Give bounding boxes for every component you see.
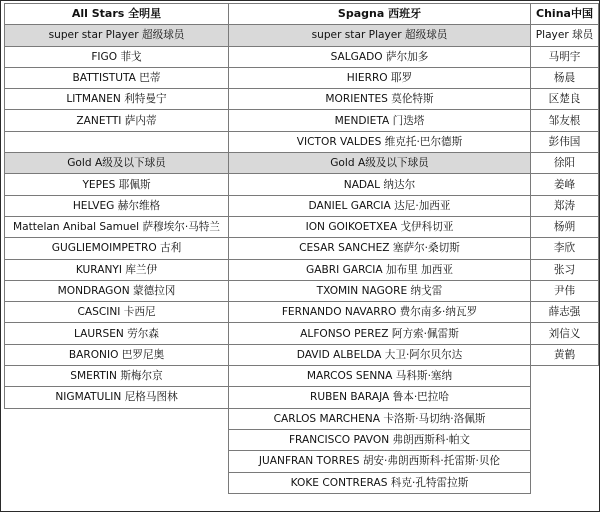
cell-spagna: CARLOS MARCHENA 卡洛斯·马切纳·洛佩斯 xyxy=(229,408,531,429)
cell-all-stars: super star Player 超级球员 xyxy=(5,25,229,46)
table-row xyxy=(5,67,599,88)
cell-spagna: FRANCISCO PAVON 弗朗西斯科·帕文 xyxy=(229,429,531,450)
header-row xyxy=(5,4,599,25)
table-row xyxy=(5,46,599,67)
cell-spagna: NADAL 纳达尔 xyxy=(229,174,531,195)
table-row xyxy=(5,131,599,152)
cell-spagna: KOKE CONTRERAS 科克·孔特雷拉斯 xyxy=(229,472,531,493)
cell-all-stars: Gold A级及以下球员 xyxy=(5,153,229,174)
cell-china: 区楚良 xyxy=(531,89,599,110)
cell-all-stars xyxy=(5,408,229,429)
cell-spagna: HIERRO 耶罗 xyxy=(229,67,531,88)
cell-china: 刘信义 xyxy=(531,323,599,344)
cell-all-stars: NIGMATULIN 尼格马图林 xyxy=(5,387,229,408)
cell-china xyxy=(531,366,599,387)
cell-china xyxy=(531,472,599,493)
cell-china: Player 球员 xyxy=(531,25,599,46)
cell-china: 张习 xyxy=(531,259,599,280)
cell-all-stars: LAURSEN 劳尔森 xyxy=(5,323,229,344)
cell-spagna: DANIEL GARCIA 达尼·加西亚 xyxy=(229,195,531,216)
cell-china: 黄鹤 xyxy=(531,344,599,365)
cell-all-stars: BATTISTUTA 巴蒂 xyxy=(5,67,229,88)
cell-china: 姜峰 xyxy=(531,174,599,195)
table-row xyxy=(5,174,599,195)
cell-china xyxy=(531,451,599,472)
header-all-stars: All Stars 全明星 xyxy=(5,4,229,25)
table-row xyxy=(5,280,599,301)
cell-all-stars: LITMANEN 利特曼宁 xyxy=(5,89,229,110)
table-row xyxy=(5,323,599,344)
table-row xyxy=(5,429,599,450)
cell-spagna: SALGADO 萨尔加多 xyxy=(229,46,531,67)
cell-china: 彭伟国 xyxy=(531,131,599,152)
cell-china: 马明宇 xyxy=(531,46,599,67)
cell-spagna: GABRI GARCIA 加布里 加西亚 xyxy=(229,259,531,280)
cell-all-stars: FIGO 菲戈 xyxy=(5,46,229,67)
section-row xyxy=(5,153,599,174)
cell-spagna: VICTOR VALDES 维克托·巴尔德斯 xyxy=(229,131,531,152)
cell-spagna: Gold A级及以下球员 xyxy=(229,153,531,174)
cell-china: 尹伟 xyxy=(531,280,599,301)
cell-all-stars xyxy=(5,451,229,472)
cell-spagna: FERNANDO NAVARRO 费尔南多·纳瓦罗 xyxy=(229,302,531,323)
cell-all-stars: SMERTIN 斯梅尔京 xyxy=(5,366,229,387)
cell-china xyxy=(531,408,599,429)
table-row xyxy=(5,110,599,131)
cell-spagna: RUBEN BARAJA 鲁本·巴拉哈 xyxy=(229,387,531,408)
cell-all-stars: Mattelan Anibal Samuel 萨穆埃尔·马特兰 xyxy=(5,216,229,237)
cell-spagna: super star Player 超级球员 xyxy=(229,25,531,46)
table-row xyxy=(5,472,599,493)
cell-china: 李欣 xyxy=(531,238,599,259)
table-row xyxy=(5,451,599,472)
table-row xyxy=(5,344,599,365)
cell-spagna: CESAR SANCHEZ 塞萨尔·桑切斯 xyxy=(229,238,531,259)
cell-spagna: ALFONSO PEREZ 阿方索·佩雷斯 xyxy=(229,323,531,344)
section-row xyxy=(5,25,599,46)
cell-all-stars: MONDRAGON 蒙德拉冈 xyxy=(5,280,229,301)
header-china: China中国 xyxy=(531,4,599,25)
table-row xyxy=(5,408,599,429)
header-spagna: Spagna 西班牙 xyxy=(229,4,531,25)
cell-all-stars: GUGLIEMOIMPETRO 古利 xyxy=(5,238,229,259)
cell-spagna: JUANFRAN TORRES 胡安·弗朗西斯科·托雷斯·贝伦 xyxy=(229,451,531,472)
player-roster-table xyxy=(4,3,599,494)
table-row xyxy=(5,238,599,259)
cell-china: 杨晨 xyxy=(531,67,599,88)
cell-china xyxy=(531,429,599,450)
cell-spagna: MENDIETA 门迭塔 xyxy=(229,110,531,131)
table-row xyxy=(5,195,599,216)
cell-all-stars: ZANETTI 萨内蒂 xyxy=(5,110,229,131)
cell-spagna: MARCOS SENNA 马科斯·塞纳 xyxy=(229,366,531,387)
cell-china: 邹友根 xyxy=(531,110,599,131)
cell-china: 郑涛 xyxy=(531,195,599,216)
table-row xyxy=(5,302,599,323)
table-row xyxy=(5,89,599,110)
cell-china xyxy=(531,387,599,408)
cell-all-stars xyxy=(5,472,229,493)
cell-all-stars xyxy=(5,429,229,450)
cell-all-stars: BARONIO 巴罗尼奥 xyxy=(5,344,229,365)
cell-china: 薛志强 xyxy=(531,302,599,323)
cell-all-stars: YEPES 耶佩斯 xyxy=(5,174,229,195)
cell-spagna: TXOMIN NAGORE 纳戈雷 xyxy=(229,280,531,301)
cell-china: 徐阳 xyxy=(531,153,599,174)
roster-body xyxy=(5,25,599,494)
table-row xyxy=(5,216,599,237)
cell-spagna: MORIENTES 莫伦特斯 xyxy=(229,89,531,110)
cell-all-stars: KURANYI 库兰伊 xyxy=(5,259,229,280)
table-row xyxy=(5,366,599,387)
cell-china: 杨朔 xyxy=(531,216,599,237)
cell-spagna: ION GOIKOETXEA 戈伊科切亚 xyxy=(229,216,531,237)
cell-all-stars: HELVEG 赫尔维格 xyxy=(5,195,229,216)
table-row xyxy=(5,259,599,280)
cell-all-stars: CASCINI 卡西尼 xyxy=(5,302,229,323)
cell-all-stars xyxy=(5,131,229,152)
cell-spagna: DAVID ALBELDA 大卫·阿尔贝尔达 xyxy=(229,344,531,365)
table-row xyxy=(5,387,599,408)
